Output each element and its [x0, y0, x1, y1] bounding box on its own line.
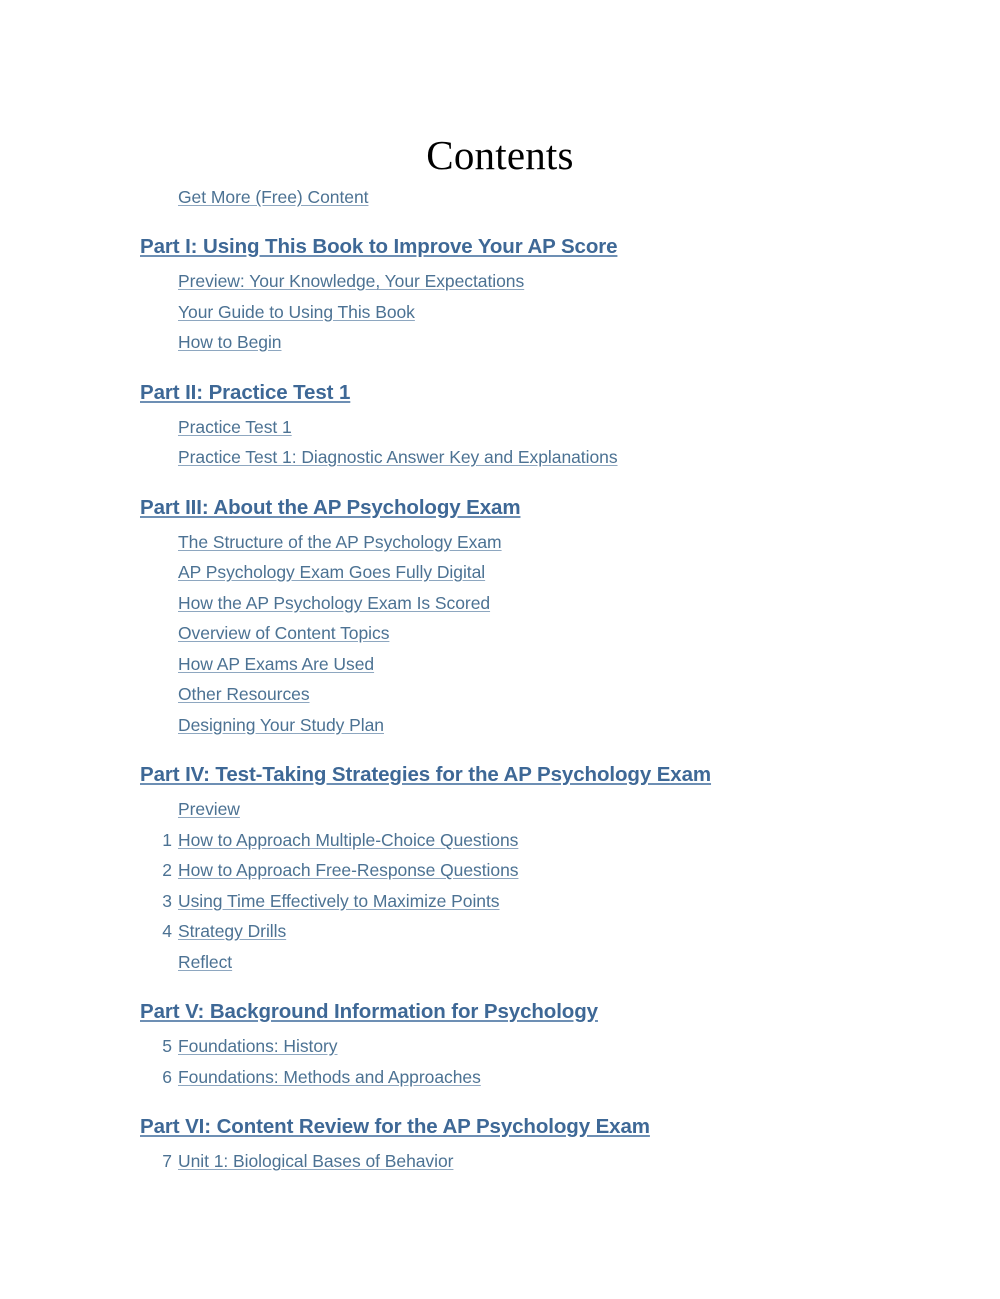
toc-entry [140, 1031, 940, 1062]
toc-entry-link[interactable]: Unit 1: Biological Bases of Behavior [178, 1151, 454, 1171]
toc-part-heading [140, 378, 940, 410]
toc-entry [140, 527, 940, 558]
toc-entry [140, 412, 940, 443]
toc-entry-link[interactable]: How to Approach Multiple-Choice Questions [178, 829, 519, 850]
toc-entry-link[interactable]: Foundations: History [178, 1036, 338, 1056]
toc-entry-link[interactable]: Preview [178, 799, 240, 819]
toc-section [140, 1112, 940, 1177]
toc-entry [140, 618, 940, 649]
toc-entry-link[interactable]: Overview of Content Topics [178, 623, 390, 643]
toc-part-link[interactable]: Part IV: Test-Taking Strategies for the AP Psychology Exam [140, 763, 712, 786]
toc-entry [140, 916, 940, 947]
toc-entry-link[interactable]: The Structure of the AP Psychology Exam [178, 531, 502, 552]
toc-part-link[interactable]: Part I: Using This Book to Improve Your AP Score [140, 235, 618, 258]
toc-part-heading [140, 760, 940, 792]
toc-entry-link[interactable]: Strategy Drills [178, 921, 287, 941]
toc-entry [140, 1062, 940, 1093]
toc-entry-number: 2 [162, 860, 172, 880]
toc-entry [140, 679, 940, 710]
toc-entry-link[interactable]: Foundations: Methods and Approaches [178, 1066, 481, 1087]
toc-part-link[interactable]: Part VI: Content Review for the AP Psychology Exam [140, 1115, 650, 1138]
toc-entry-link[interactable]: Reflect [178, 951, 233, 972]
toc-part-heading [140, 997, 940, 1029]
toc-entry [140, 1146, 940, 1177]
toc-entry-link[interactable]: Designing Your Study Plan [178, 714, 384, 735]
toc-section [140, 232, 940, 358]
toc-entry-link[interactable]: Get More (Free) Content [178, 187, 369, 207]
toc-entry-link[interactable]: Other Resources [178, 684, 310, 704]
toc-entry-link[interactable]: How to Approach Free-Response Questions [178, 860, 519, 880]
toc-part-link[interactable]: Part III: About the AP Psychology Exam [140, 495, 521, 519]
toc-entry [140, 442, 940, 473]
toc-part-heading [140, 493, 940, 525]
toc-entry-link[interactable]: How the AP Psychology Exam Is Scored [178, 592, 491, 613]
toc-entry-number: 6 [162, 1066, 172, 1087]
toc-entry [140, 182, 940, 212]
toc-entry-link[interactable]: Using Time Effectively to Maximize Points [178, 890, 500, 911]
toc-part-heading [140, 1112, 940, 1144]
toc-section [140, 760, 940, 977]
toc-entry-number: 3 [162, 890, 172, 911]
toc-entry [140, 886, 940, 917]
toc-entry [140, 297, 940, 328]
toc-entry-link[interactable]: How to Begin [178, 332, 282, 352]
toc-entry-link[interactable]: AP Psychology Exam Goes Fully Digital [178, 562, 486, 582]
toc-part-link[interactable]: Part II: Practice Test 1 [140, 380, 351, 404]
toc-entry-number: 5 [162, 1036, 172, 1056]
toc-entry [140, 794, 940, 825]
toc-section [140, 378, 940, 473]
toc-section [140, 997, 940, 1092]
toc-entry [140, 825, 940, 856]
toc-entry-number: 4 [162, 921, 172, 941]
toc-entry [140, 947, 940, 978]
toc-section [140, 182, 940, 212]
toc-section [140, 493, 940, 741]
table-of-contents [140, 182, 940, 1177]
toc-entry-number: 7 [162, 1151, 172, 1171]
page-title: Contents [426, 132, 574, 179]
toc-entry [140, 557, 940, 588]
toc-entry-number: 1 [162, 829, 172, 850]
toc-part-heading [140, 232, 940, 264]
toc-entry [140, 855, 940, 886]
toc-entry [140, 710, 940, 741]
toc-entry [140, 327, 940, 358]
toc-entry [140, 266, 940, 297]
toc-part-link[interactable]: Part V: Background Information for Psychology [140, 1000, 598, 1023]
toc-entry-link[interactable]: How AP Exams Are Used [178, 653, 375, 674]
toc-entry-link[interactable]: Preview: Your Knowledge, Your Expectations [178, 271, 525, 291]
toc-entry-link[interactable]: Practice Test 1 [178, 416, 292, 437]
toc-entry-link[interactable]: Practice Test 1: Diagnostic Answer Key and Explanations [178, 447, 618, 467]
toc-entry [140, 649, 940, 680]
toc-entry-link[interactable]: Your Guide to Using This Book [178, 301, 415, 322]
toc-entry [140, 588, 940, 619]
